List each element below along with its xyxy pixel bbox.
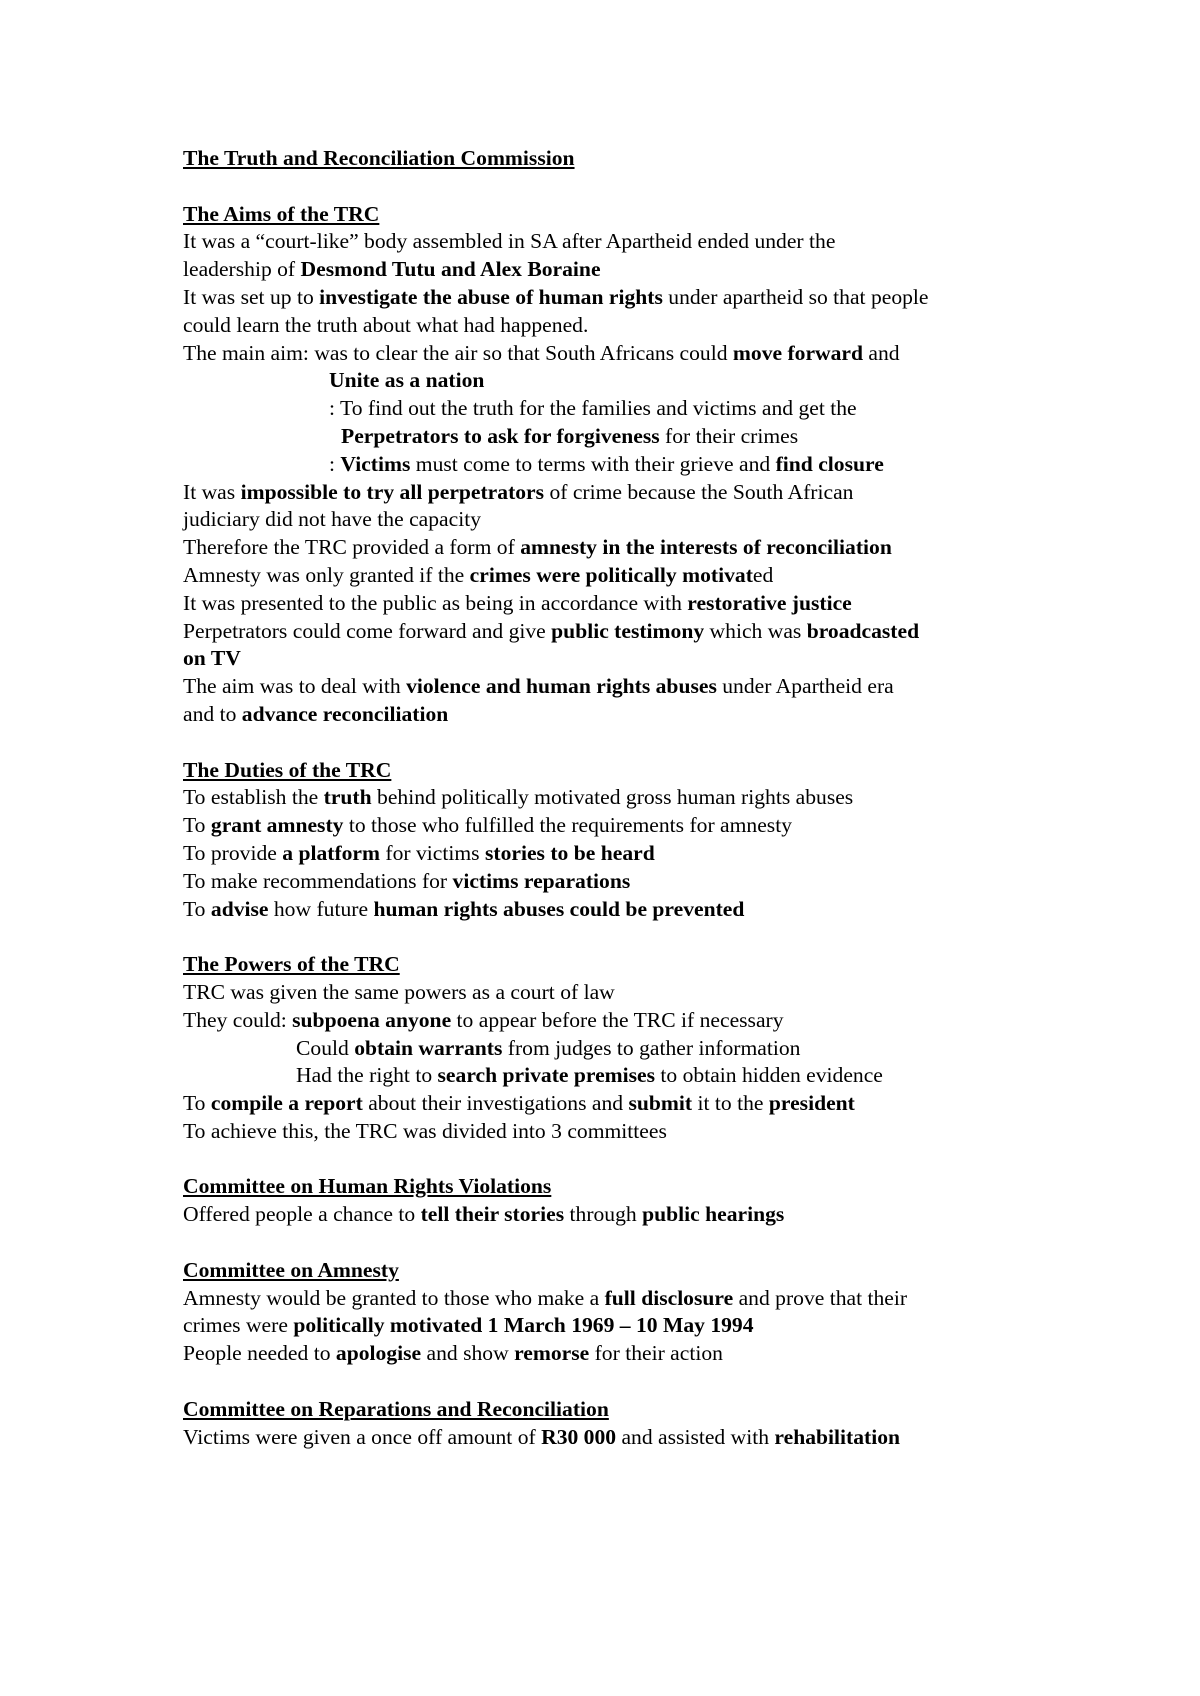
bold-text: investigate the abuse of human rights: [319, 284, 663, 309]
bold-text: full disclosure: [604, 1285, 734, 1310]
bold-text: victims reparations: [452, 868, 631, 893]
text: behind politically motivated gross human rights abuses: [371, 785, 854, 810]
text-line: [183, 1340, 1083, 1368]
text-line: [183, 1035, 1083, 1063]
bold-text: restorative justice: [687, 590, 852, 615]
bold-text: subpoena anyone: [292, 1007, 452, 1032]
bold-text: advise: [210, 896, 269, 921]
bold-text: truth: [323, 785, 372, 810]
text-line: [183, 1090, 1083, 1118]
bold-text: Desmond Tutu and Alex Boraine: [300, 257, 601, 282]
text-line: [183, 1285, 1083, 1313]
text-line: [183, 451, 1083, 479]
text: to appear before the TRC if necessary: [451, 1007, 784, 1032]
text-line: [183, 312, 1083, 340]
text: The aim was to deal with: [183, 674, 407, 699]
text-line: [183, 1007, 1083, 1035]
bold-text: public hearings: [642, 1202, 785, 1227]
text-line: [183, 506, 1083, 534]
section-duties: [183, 757, 1083, 924]
bold-text: human rights abuses could be prevented: [373, 896, 745, 921]
text: It was: [183, 479, 241, 504]
text: To: [183, 896, 211, 921]
spacer: [183, 1146, 1083, 1174]
section-heading: The Powers of the TRC: [183, 952, 400, 977]
spacer: [183, 1229, 1083, 1257]
document-body: [183, 145, 1083, 1451]
text-line: [183, 979, 1083, 1007]
text: and prove that their: [733, 1285, 908, 1310]
bold-text: move forward: [732, 340, 864, 365]
text: under apartheid so that people: [662, 284, 929, 309]
text-line: [183, 367, 1083, 395]
text: It was set up to: [183, 284, 320, 309]
text: about their investigations and: [362, 1091, 629, 1116]
bold-text: amnesty in the interests of reconciliation: [520, 535, 892, 560]
text: for their crimes: [659, 423, 799, 448]
bold-text: compile a report: [210, 1091, 363, 1116]
text: for their action: [589, 1341, 723, 1366]
section-heading: Committee on Reparations and Reconciliation: [183, 1396, 609, 1421]
text: ed: [752, 562, 774, 587]
text-line: [183, 534, 1083, 562]
text-line: [183, 1424, 1083, 1452]
spacer: [183, 173, 1083, 201]
text: Therefore the TRC provided a form of: [183, 535, 521, 560]
section-aims: [183, 201, 1083, 729]
text: To make recommendations for: [183, 868, 453, 893]
text: To: [183, 813, 211, 838]
bold-text: crimes were politically motivat: [469, 562, 753, 587]
section-powers: [183, 951, 1083, 1146]
text: It was a “court-like” body assembled in SA after Apartheid ended under the: [183, 229, 836, 254]
text: leadership of: [183, 257, 301, 282]
text-line: [183, 784, 1083, 812]
bold-text: find closure: [775, 451, 884, 476]
text: : To find out the truth for the families and victims and get the: [329, 396, 857, 421]
text: it to the: [692, 1091, 769, 1116]
text: under Apartheid era: [716, 674, 894, 699]
text: Perpetrators could come forward and give: [183, 618, 552, 643]
text: The main aim: was to clear the air so that South Africans could: [183, 340, 733, 365]
text-line: [183, 1062, 1083, 1090]
bold-text: grant amnesty: [210, 813, 344, 838]
text-line: [183, 562, 1083, 590]
text: and assisted with: [616, 1424, 775, 1449]
text: Had the right to: [296, 1063, 438, 1088]
bold-text: R30 000: [541, 1424, 617, 1449]
text-line: [183, 340, 1083, 368]
bold-text: broadcasted: [806, 618, 920, 643]
section-heading: The Aims of the TRC: [183, 201, 380, 226]
text-line: [183, 896, 1083, 924]
text-line: [183, 1118, 1083, 1146]
bold-text: rehabilitation: [774, 1424, 900, 1449]
text-line: [183, 590, 1083, 618]
section-heading: Committee on Amnesty: [183, 1257, 399, 1282]
text: and to: [183, 701, 242, 726]
text: could learn the truth about what had happened.: [183, 312, 589, 337]
text-line: [183, 423, 1083, 451]
text: and: [863, 340, 900, 365]
text-line: [183, 618, 1083, 646]
text: To: [183, 1091, 211, 1116]
section-heading: The Duties of the TRC: [183, 757, 392, 782]
bold-text: apologise: [335, 1341, 422, 1366]
bold-text: Victims: [340, 451, 411, 476]
text: through: [564, 1202, 643, 1227]
text: for victims: [380, 840, 485, 865]
text-line: [183, 1312, 1083, 1340]
bold-text: stories to be heard: [484, 840, 655, 865]
bold-text: search private premises: [437, 1063, 656, 1088]
text-line: [183, 256, 1083, 284]
text: must come to terms with their grieve and: [410, 451, 776, 476]
text: to obtain hidden evidence: [655, 1063, 883, 1088]
section-reparations-committee: [183, 1396, 1083, 1452]
spacer: [183, 729, 1083, 757]
bold-text: remorse: [514, 1341, 590, 1366]
text-line: [183, 645, 1083, 673]
section-hrv-committee: [183, 1173, 1083, 1229]
text: To establish the: [183, 785, 324, 810]
text: To achieve this, the TRC was divided into 3 committees: [183, 1118, 667, 1143]
text: To provide: [183, 840, 283, 865]
bold-text: obtain warrants: [354, 1035, 503, 1060]
bold-text: violence and human rights abuses: [406, 674, 717, 699]
text-line: [183, 812, 1083, 840]
text: They could:: [183, 1007, 293, 1032]
text: to those who fulfilled the requirements for amnesty: [343, 813, 792, 838]
text: TRC was given the same powers as a court of law: [183, 979, 615, 1004]
bold-text: public testimony: [551, 618, 705, 643]
text: It was presented to the public as being in accordance with: [183, 590, 688, 615]
document-title: The Truth and Reconciliation Commission: [183, 146, 575, 170]
bold-text: tell their stories: [420, 1202, 565, 1227]
text-line: [183, 395, 1083, 423]
text: and show: [421, 1341, 515, 1366]
text: crimes were: [183, 1313, 294, 1338]
text: how future: [268, 896, 374, 921]
text-line: [183, 228, 1083, 256]
text-line: [183, 868, 1083, 896]
text: Victims were given a once off amount of: [183, 1424, 542, 1449]
text: People needed to: [183, 1341, 336, 1366]
spacer: [183, 1368, 1083, 1396]
bold-text: Unite as a nation: [329, 368, 485, 393]
section-heading: Committee on Human Rights Violations: [183, 1174, 552, 1199]
text-line: [183, 673, 1083, 701]
bold-text: politically motivated 1 March 1969 – 10 May 1994: [293, 1313, 754, 1338]
text: Amnesty would be granted to those who make a: [183, 1285, 605, 1310]
text-line: [183, 840, 1083, 868]
bold-text: Perpetrators to ask for forgiveness: [341, 423, 660, 448]
text-line: [183, 701, 1083, 729]
bold-text: on TV: [183, 646, 241, 671]
text-line: [183, 479, 1083, 507]
bold-text: a platform: [282, 840, 381, 865]
text: :: [329, 451, 341, 476]
bold-text: submit: [628, 1091, 693, 1116]
text: Could: [296, 1035, 355, 1060]
bold-text: advance reconciliation: [241, 701, 449, 726]
bold-text: impossible to try all perpetrators: [240, 479, 545, 504]
text-line: [183, 284, 1083, 312]
text: Offered people a chance to: [183, 1202, 421, 1227]
text: Amnesty was only granted if the: [183, 562, 470, 587]
text: judiciary did not have the capacity: [183, 507, 482, 532]
text-line: [183, 1201, 1083, 1229]
text: which was: [704, 618, 807, 643]
bold-text: president: [768, 1091, 855, 1116]
spacer: [183, 923, 1083, 951]
text: from judges to gather information: [502, 1035, 801, 1060]
section-amnesty-committee: [183, 1257, 1083, 1368]
text: of crime because the South African: [544, 479, 854, 504]
